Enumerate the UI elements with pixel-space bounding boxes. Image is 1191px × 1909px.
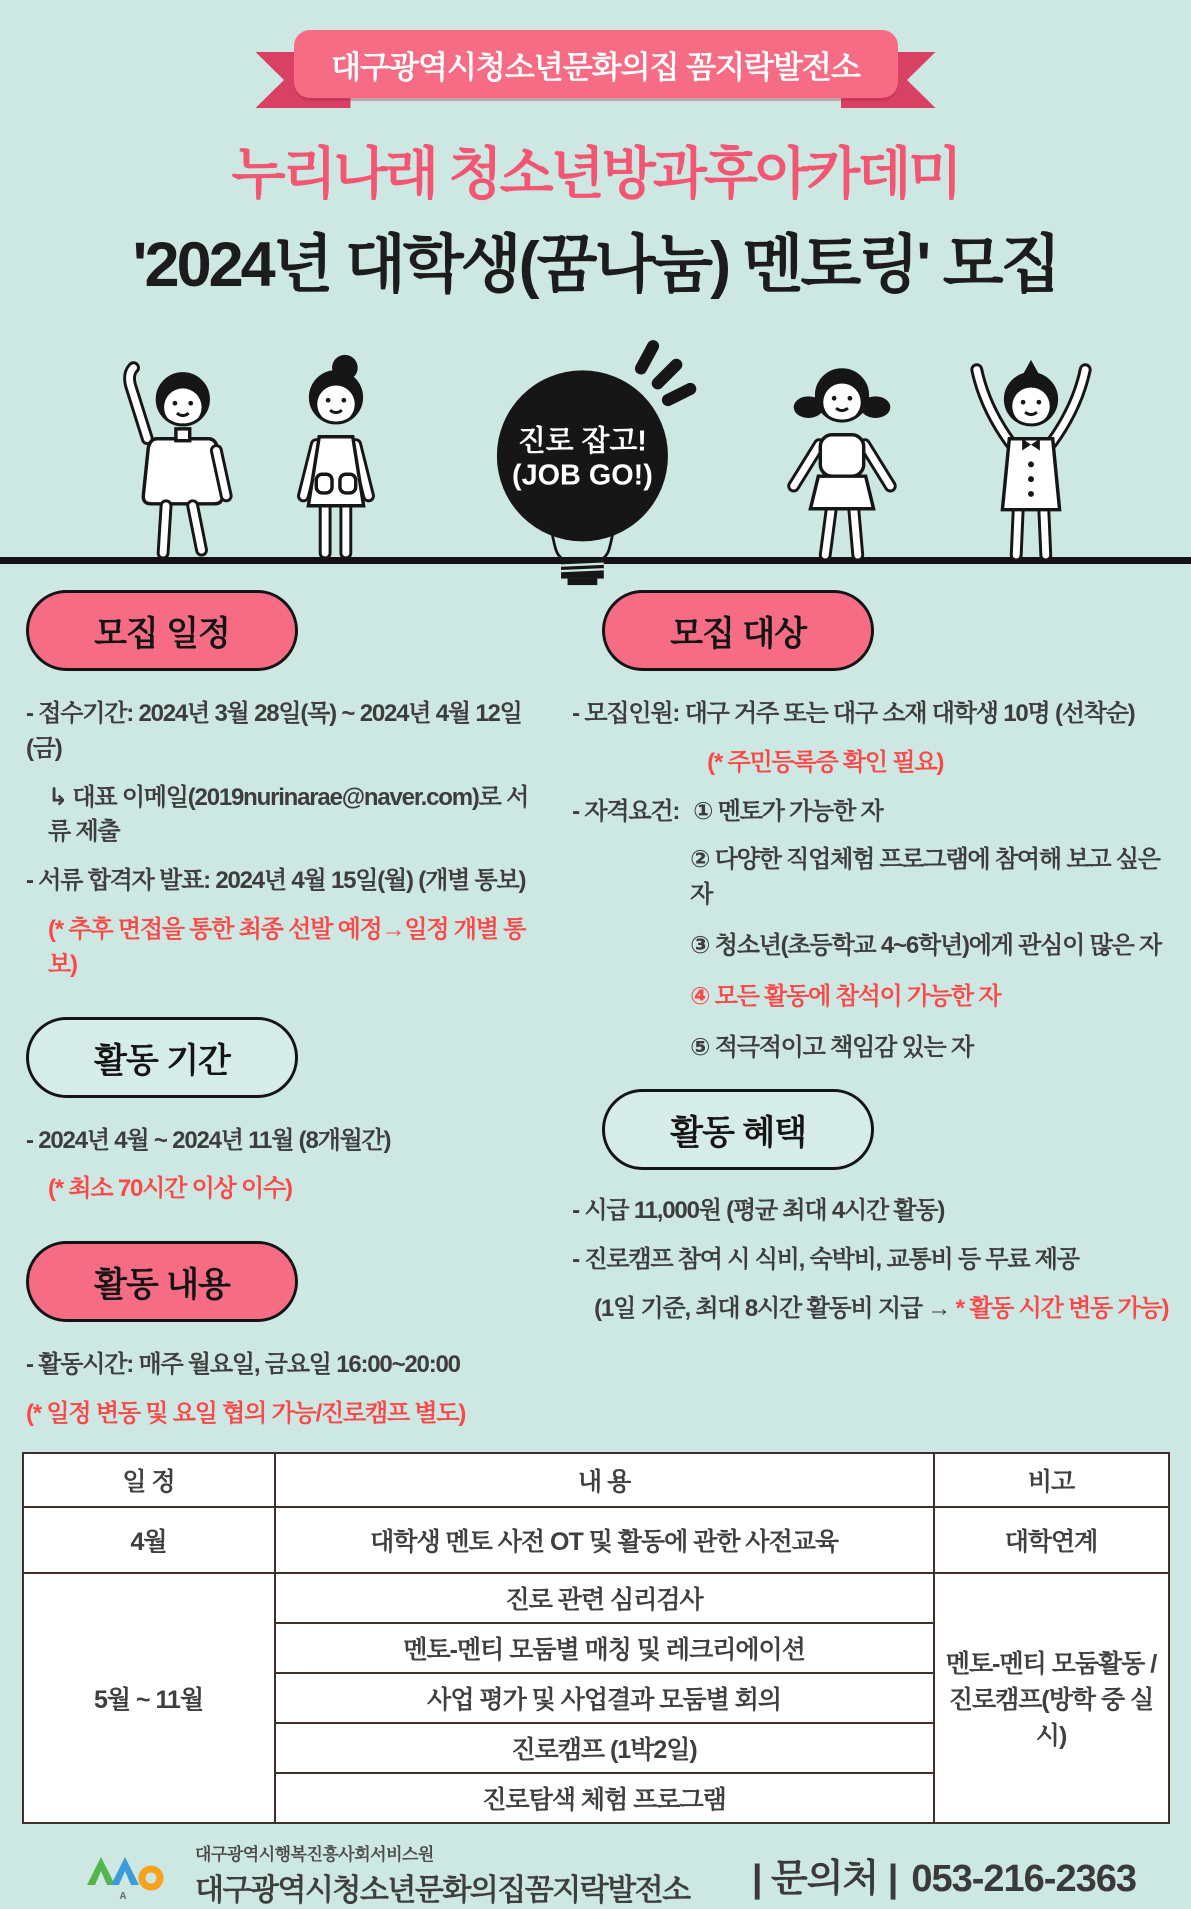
benefit-line-2: - 진로캠프 참여 시 식비, 숙박비, 교통비 등 무료 제공 [572,1246,1079,1274]
section-badge-content: 활동 내용 [26,1241,298,1322]
organization-banner-label: 대구광역시청소년문화의집 꼼지락발전소 [294,30,898,98]
footer-contact [752,1847,1136,1902]
table-header-note: 비고 [934,1453,1169,1507]
target-req-4: ④ 모든 활동에 참석이 가능한 자 [690,982,1001,1010]
schedule-note: (* 추후 면접을 통한 최종 선발 예정→일정 개별 통보) [48,915,526,978]
girl-bun-illustration [275,348,395,560]
contact-label: | 문의처 | [751,1857,898,1900]
cell-group-item-5: 진로탐색 체험 프로그램 [275,1773,934,1823]
table-row-april [23,1507,1169,1573]
organization-logo-icon [85,1847,181,1901]
left-column [26,590,542,1446]
boy-arms-up-illustration [956,348,1106,560]
bulb-text-line2: (JOB GO!) [511,459,653,492]
bulb-text-line1: 진로 잡고! [517,425,647,458]
boy-waving-illustration [105,348,235,560]
period-line-1: - 2024년 4월 ~ 2024년 11월 (8개월간) [26,1126,391,1154]
table-header-period: 일 정 [23,1453,275,1507]
cell-group-item-1: 진로 관련 심리검사 [275,1573,934,1623]
section-badge-period: 활동 기간 [26,1017,298,1098]
schedule-line-1: - 접수기간: 2024년 3월 28일(목) ~ 2024년 4월 12일(금) [26,700,522,762]
benefit-line-3 [594,1292,1173,1327]
schedule-line-2: ↳ 대표 이메일(2019nurinarae@naver.com)로 서류 제출 [48,783,529,846]
poster-title: '2024년 대학생(꿈나눔) 멘토링' 모집 [132,230,1059,300]
period-note: (* 최소 70시간 이상 이수) [48,1175,292,1203]
table-header-content: 내 용 [275,1453,934,1507]
org-name-large: 대구광역시청소년문화의집꼼지락발전소 [195,1873,690,1907]
section-badge-benefit: 활동 혜택 [602,1089,874,1170]
org-name-small: 대구광역시행복진흥사회서비스원 [195,1844,434,1864]
cell-group-note: 멘토-멘티 모둠활동 / 진로캠프(방학 중 실시) [934,1573,1169,1823]
left-figures [105,348,395,560]
target-req-2: ② 다양한 직업체험 프로그램에 참여해 보고 싶은 자 [690,846,1160,909]
target-line-1: - 모집인원: 대구 거주 또는 대구 소재 대학생 10명 (선착순) [572,700,1135,727]
schedule-table [22,1452,1170,1824]
section-badge-schedule: 모집 일정 [26,590,298,671]
target-req-1: ① 멘토가 가능한 자 [693,797,883,825]
cell-april-period: 4월 [23,1507,275,1573]
hero-illustration-band [0,315,1191,564]
benefit-line-1: - 시급 11,000원 (평균 최대 4시간 활동) [572,1197,945,1225]
footer-brand [85,1840,690,1909]
cell-april-note: 대학연계 [934,1507,1169,1573]
table-row-item [23,1573,1169,1623]
table-header-row [23,1453,1169,1507]
poster-subtitle: 누리나래 청소년방과후아카데미 [231,142,960,205]
right-column [542,590,1173,1446]
footer [0,1824,1191,1909]
schedule-line-3: - 서류 합격자 발표: 2024년 4월 15일(월) (개별 통보) [26,867,526,895]
svg-text:A: A [119,1891,127,1902]
target-req-5: ⑤ 적극적이고 책임감 있는 자 [690,1033,973,1061]
cell-group-item-2: 멘토-멘티 모둠별 매칭 및 레크리에이션 [275,1623,934,1673]
cell-group-period: 5월 ~ 11월 [23,1573,275,1823]
content-note: (* 일정 변동 및 요일 협의 가능/진로캠프 별도) [26,1399,466,1427]
benefit-line-3-prefix: (1일 기준, 최대 8시간 활동비 지급 → [594,1294,956,1322]
lightbulb-illustration [484,335,698,591]
contact-phone: 053-216-2363 [911,1857,1136,1900]
target-req-label: - 자격요건: [572,797,680,825]
benefit-line-3-red: * 활동 시간 변동 가능) [955,1294,1169,1322]
right-figures [772,348,1106,560]
content-line-1: - 활동시간: 매주 월요일, 금요일 16:00~20:00 [26,1351,460,1379]
cell-group-item-3: 사업 평가 및 사업결과 모둠별 회의 [275,1673,934,1723]
target-note: (* 주민등록증 확인 필요) [707,748,944,776]
cell-april-content: 대학생 멘토 사전 OT 및 활동에 관한 사전교육 [275,1507,934,1573]
section-badge-target: 모집 대상 [602,590,874,671]
target-req-3: ③ 청소년(초등학교 4~6학년)에게 관심이 많은 자 [690,931,1162,959]
cell-group-item-4: 진로캠프 (1박2일) [275,1723,934,1773]
footer-brand-text [195,1840,690,1909]
ribbon-banner [256,30,936,114]
content-columns [0,564,1191,1446]
girl-pigtails-illustration [772,348,912,560]
